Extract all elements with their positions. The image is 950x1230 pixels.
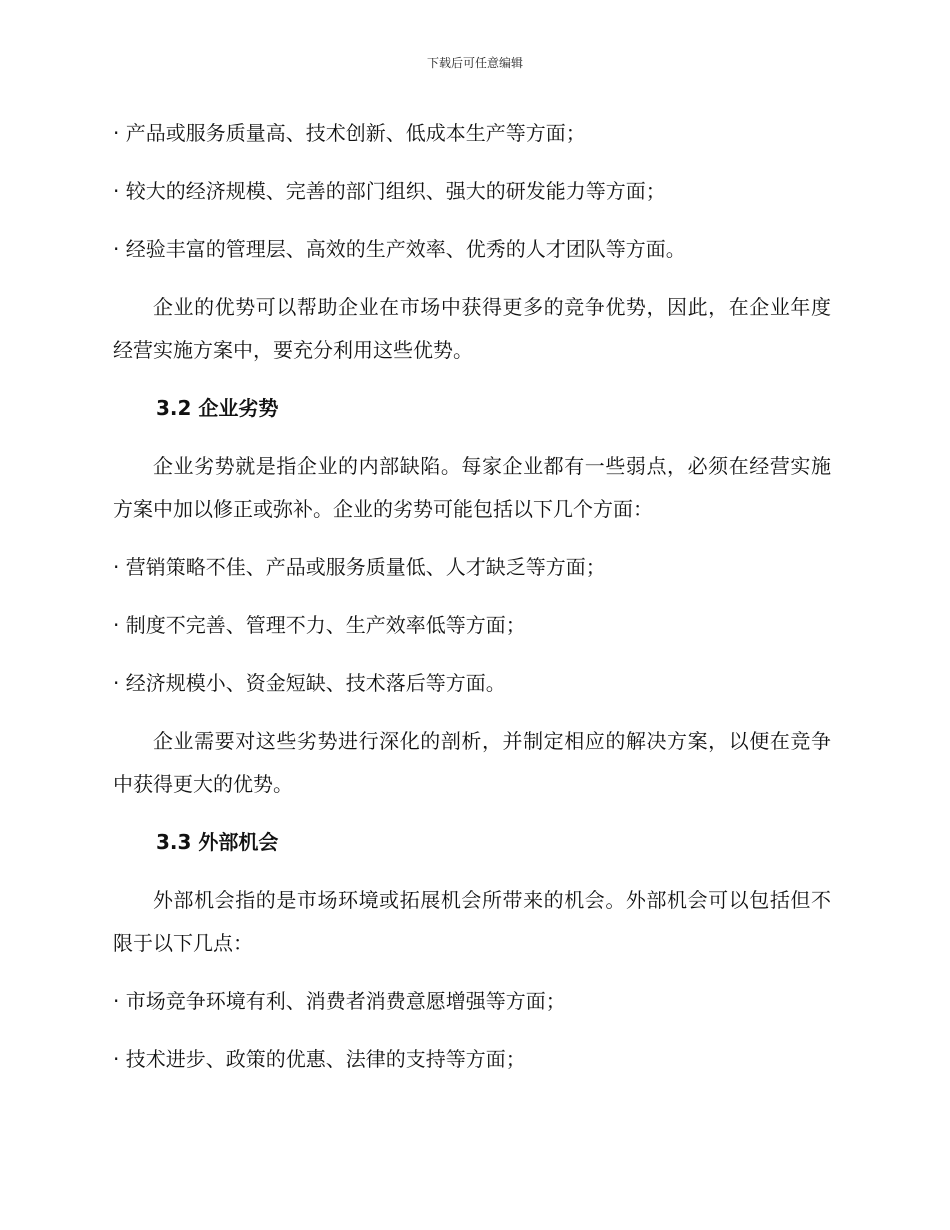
bullet-item: · 产品或服务质量高、技术创新、低成本生产等方面； xyxy=(113,112,831,155)
bullet-item: · 经济规模小、资金短缺、技术落后等方面。 xyxy=(113,662,831,705)
paragraph: 外部机会指的是市场环境或拓展机会所带来的机会。外部机会可以包括但不限于以下几点： xyxy=(113,888,831,955)
section-heading: 3.3 外部机会 xyxy=(156,830,279,854)
section-heading: 3.2 企业劣势 xyxy=(156,396,279,420)
bullet-item: · 经验丰富的管理层、高效的生产效率、优秀的人才团队等方面。 xyxy=(113,228,831,271)
paragraph: 企业的优势可以帮助企业在市场中获得更多的竞争优势，因此，在企业年度经营实施方案中，要充分利用这些优势。 xyxy=(113,295,831,362)
paragraph: 企业需要对这些劣势进行深化的剖析，并制定相应的解决方案，以便在竞争中获得更大的优势。 xyxy=(113,729,831,796)
bullet-item: · 制度不完善、管理不力、生产效率低等方面； xyxy=(113,604,831,647)
paragraph: 企业劣势就是指企业的内部缺陷。每家企业都有一些弱点，必须在经营实施方案中加以修正或弥补。企业的劣势可能包括以下几个方面： xyxy=(113,454,831,521)
page-header: 下载后可任意编辑 xyxy=(426,56,523,70)
bullet-item: · 市场竞争环境有利、消费者消费意愿增强等方面； xyxy=(113,980,831,1023)
document-body xyxy=(113,112,831,1096)
bullet-item: · 较大的经济规模、完善的部门组织、强大的研发能力等方面； xyxy=(113,170,831,213)
bullet-item: · 技术进步、政策的优惠、法律的支持等方面； xyxy=(113,1038,831,1081)
bullet-item: · 营销策略不佳、产品或服务质量低、人才缺乏等方面； xyxy=(113,546,831,589)
